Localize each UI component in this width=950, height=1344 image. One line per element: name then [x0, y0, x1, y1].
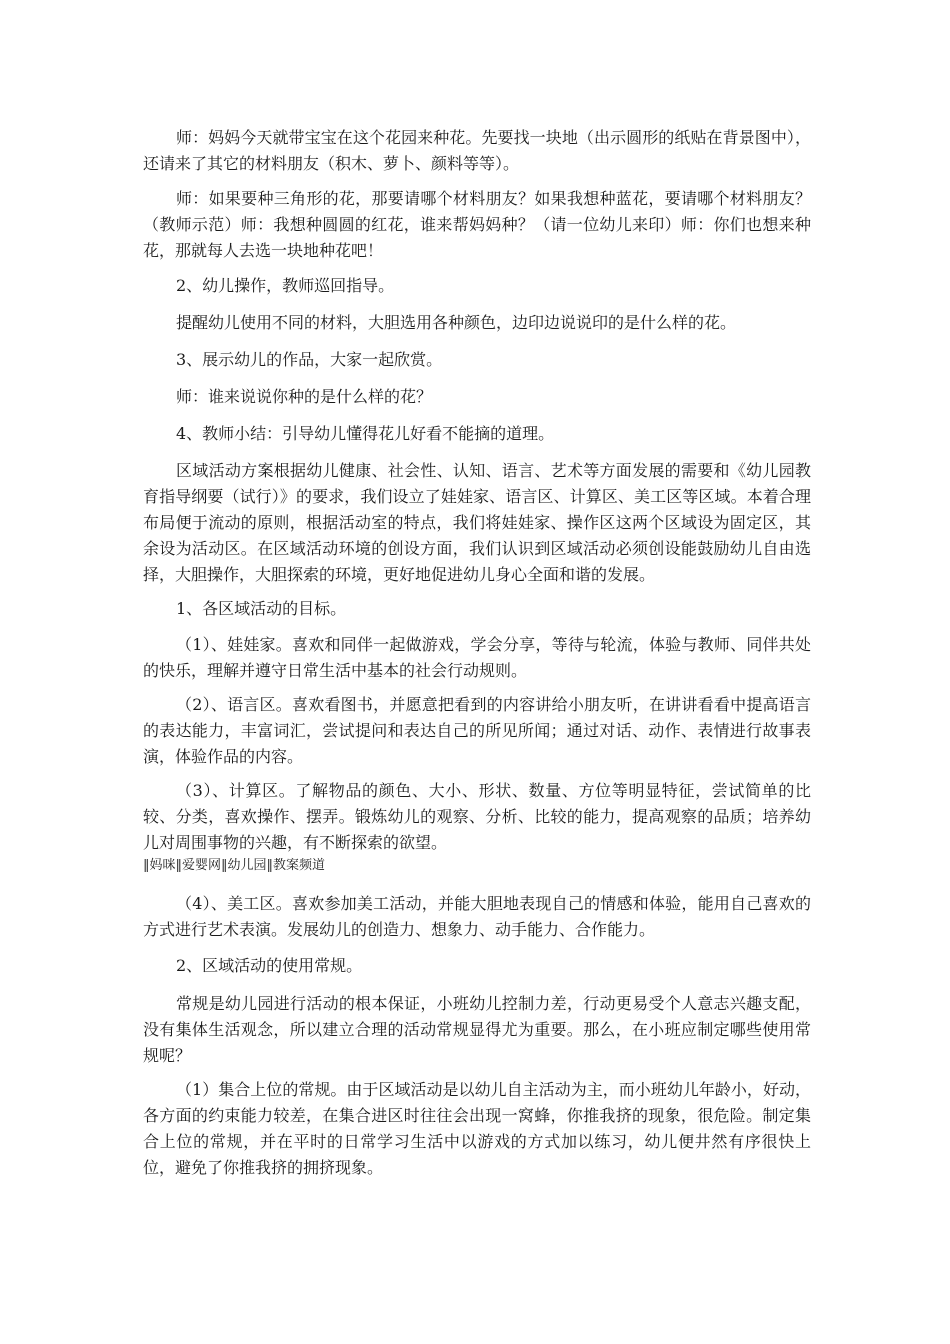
paragraph-6: 师：谁来说说你种的是什么样的花？ — [176, 387, 433, 406]
paragraph-1: 师：妈妈今天就带宝宝在这个花园来种花。先要找一块地（出示圆形的纸贴在背景图中），还请来了其它的材料朋友（积木、萝卜、颜料等等）。 — [143, 128, 811, 173]
paragraph-15: 常规是幼儿园进行活动的根本保证，小班幼儿控制力差，行动更易受个人意志兴趣支配，没有集体生活观念，所以建立合理的活动常规显得尤为重要。那么，在小班应制定哪些使用常规呢？ — [143, 994, 811, 1065]
paragraph-4: 提醒幼儿使用不同的材料，大胆选用各种颜色，边印边说说印的是什么样的花。 — [176, 313, 737, 332]
paragraph-13: （4）、美工区。喜欢参加美工活动，并能大胆地表现自己的情感和体验，能用自己喜欢的方式进行艺术表演。发展幼儿的创造力、想象力、动手能力、合作能力。 — [143, 894, 811, 939]
paragraph-16: （1）集合上位的常规。由于区域活动是以幼儿自主活动为主，而小班幼儿年龄小，好动，各方面的约束能力较差，在集合进区时往往会出现一窝蜂，你推我挤的现象，很危险。制定集合上位的常规，并在平时的日常学习生活中以游戏的方式加以练习，幼儿便井然有序很快上位，避免了你推我挤的拥挤现象。 — [143, 1080, 811, 1177]
paragraph-9: 1、各区域活动的目标。 — [176, 599, 347, 618]
paragraph-14: 2、区域活动的使用常规。 — [176, 956, 363, 975]
paragraph-11: （2）、语言区。喜欢看图书，并愿意把看到的内容讲给小朋友听，在讲讲看看中提高语言的表达能力，丰富词汇，尝试提问和表达自己的所见所闻；通过对话、动作、表情进行故事表演，体验作品的内容。 — [143, 695, 811, 766]
source-line: ‖妈咪‖爱婴网‖幼儿园‖教案频道 — [143, 858, 326, 873]
paragraph-7: 4、教师小结：引导幼儿懂得花儿好看不能摘的道理。 — [176, 424, 555, 443]
paragraph-10: （1）、娃娃家。喜欢和同伴一起做游戏，学会分享，等待与轮流，体验与教师、同伴共处的快乐，理解并遵守日常生活中基本的社会行动规则。 — [143, 635, 811, 680]
paragraph-8: 区域活动方案根据幼儿健康、社会性、认知、语言、艺术等方面发展的需要和《幼儿园教育指导纲要（试行）》的要求，我们设立了娃娃家、语言区、计算区、美工区等区域。本着合理布局便于流动的原则，根据活动室的特点，我们将娃娃家、操作区这两个区域设为固定区，其余设为活动区。在区域活动环境的创设方面，我们认识到区域活动必须创设能鼓励幼儿自由选择，大胆操作，大胆探索的环境，更好地促进幼儿身心全面和谐的发展。 — [143, 461, 811, 584]
paragraph-12: （3）、计算区。了解物品的颜色、大小、形状、数量、方位等明显特征，尝试简单的比较、分类，喜欢操作、摆弄。锻炼幼儿的观察、分析、比较的能力，提高观察的品质；培养幼儿对周围事物的兴趣，有不断探索的欲望。 — [143, 781, 811, 852]
paragraph-3: 2、幼儿操作，教师巡回指导。 — [176, 276, 395, 295]
paragraph-2: 师：如果要种三角形的花，那要请哪个材料朋友？如果我想种蓝花，要请哪个材料朋友？（教师示范）师：我想种圆圆的红花，谁来帮妈妈种？（请一位幼儿来印）师：你们也想来种花，那就每人去选一块地种花吧！ — [143, 189, 811, 260]
paragraph-5: 3、展示幼儿的作品，大家一起欣赏。 — [176, 350, 443, 369]
